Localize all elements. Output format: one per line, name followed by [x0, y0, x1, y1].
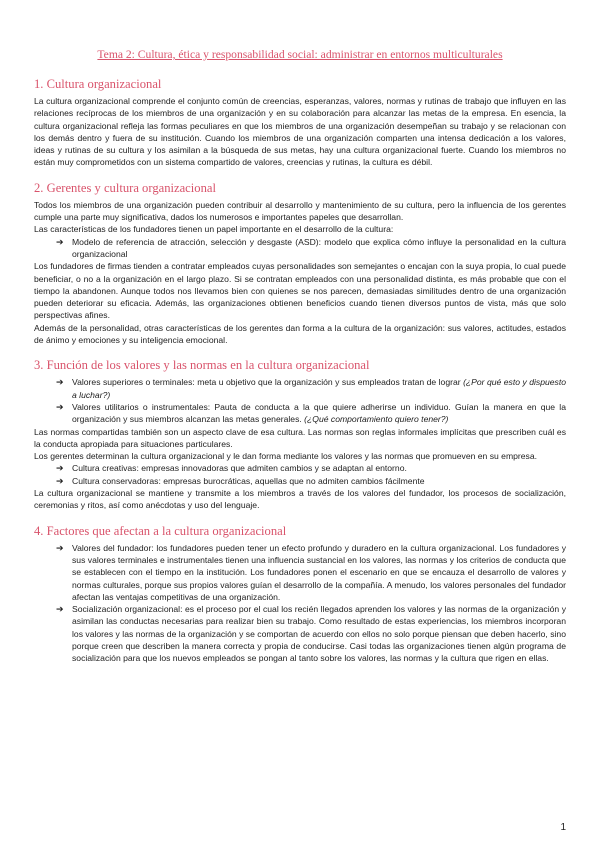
section-2-list	[34, 236, 566, 261]
question-note: (¿Por qué esto y dispuesto a luchar?)	[72, 377, 566, 400]
arrow-icon: ➔	[56, 401, 64, 412]
list-item: ➔ Cultura creativas: empresas innovadoras que admiten cambios y se adaptan al entorno.	[56, 463, 407, 474]
section-2-heading: 2. Gerentes y cultura organizacional	[34, 180, 216, 195]
section-3-heading: 3. Función de los valores y las normas en la cultura organizacional	[34, 358, 370, 373]
list-item: ➔ Cultura conservadoras: empresas burocráticas, aquellas que no admiten cambios fácilmente	[56, 475, 425, 486]
document-page	[34, 48, 566, 665]
arrow-icon: ➔	[56, 463, 64, 474]
section-4-heading: 4. Factores que afectan a la cultura organizacional	[34, 523, 287, 538]
section-2-paragraph-2: Las características de los fundadores tienen un papel importante en el desarrollo de la cultura:	[34, 224, 394, 235]
arrow-icon: ➔	[56, 377, 64, 388]
document-title: Tema 2: Cultura, ética y responsabilidad social: administrar en entornos multiculturales	[97, 48, 503, 61]
list-item: ➔ Modelo de referencia de atracción, selección y desgaste (ASD): modelo que explica cómo influye la personalidad en la cultura organizacional	[56, 236, 566, 259]
section-3-values-list	[34, 376, 566, 425]
list-item: ➔ Valores utilitarios o instrumentales: Pauta de conducta a la que quiere adherirse un individuo. Guían la manera en que la organización y sus miembros alcanzan las metas generales. (¿Qué comportamiento quiero tener?)	[56, 401, 566, 425]
page-number: 1	[560, 822, 566, 833]
arrow-icon: ➔	[56, 542, 64, 553]
section-3-paragraph-1: Las normas compartidas también son un aspecto clave de esa cultura. Las normas son reglas informales implícitas que prescriben cuál es la conducta apropiada para situaciones particulares.	[34, 426, 566, 449]
section-2-paragraph-3: Los fundadores de firmas tienden a contratar empleados cuyas personalidades son semejantes o encajan con la suya propia, lo cual puede beneficiar, o no a la organización en el largo plazo. Si se contratan empleados con una personalidad distinta, es más probable que con el tiempo la abandonen. Aunque todos nos llevamos bien con quienes se nos parecen, demasiadas similitudes dentro de una organización pueden deteriorar su eficacia. Además, las organizaciones obtienen beneficios cuando tienen diversos puntos de vista, más que solo perspectivas afines.	[34, 261, 566, 321]
section-1-paragraph: La cultura organizacional comprende el conjunto común de creencias, esperanzas, valores, normas y rutinas de trabajo que influyen en las relaciones recíprocas de los miembros de una organización y en su colaboración para alcanzar las metas de la empresa. En esencia, la cultura organizacional refleja las formas peculiares en que los miembros de una organización desempeñan su trabajo y se relacionan con los demás dentro y fuera de su institución. Cuando los miembros de una organización comparten una intensa dedicación a los valores, ideas y rutinas de su cultura y los asimilan a la búsqueda de sus metas, hay una cultura organizacional fuerte. Cuando los miembros no están muy comprometidos con un sistema compartido de valores, creencias y rutinas, la cultura es débil.	[34, 96, 566, 168]
section-3-paragraph-2: Los gerentes determinan la cultura organizacional y le dan forma mediante los valores y las normas que promueven en su empresa.	[34, 451, 538, 462]
arrow-icon: ➔	[56, 236, 64, 247]
section-1-heading: 1. Cultura organizacional	[34, 77, 162, 91]
question-note: (¿Qué comportamiento quiero tener?)	[304, 414, 449, 425]
list-item: ➔ Valores superiores o terminales: meta u objetivo que la organización y sus empleados tratan de lograr (¿Por qué esto y dispuesto a luchar?)	[56, 377, 566, 400]
list-item: ➔ Socialización organizacional: es el proceso por el cual los recién llegados aprenden los valores y las normas de la organización y asimilan las conductas necesarias para realizar bien su trabajo. Como resultado de estas experiencias, los miembros incorporan los valores y las normas de la organización y se comportan de acuerdo con ellos no solo porque piensan que deben hacerlo, sino porque creen que describen la manera correcta y propia de conducirse. Casi todas las organizaciones tienen algún programa de socialización para que los nuevos empleados se pongan al tanto sobre los valores, las normas y la cultura que rigen en ellas.	[56, 604, 566, 664]
section-2-paragraph-1: Todos los miembros de una organización pueden contribuir al desarrollo y mantenimiento de su cultura, pero la influencia de los gerentes cumple una parte muy significativa, dados los numerosos e importantes papeles que desarrollan.	[34, 199, 566, 223]
list-item: ➔ Valores del fundador: los fundadores pueden tener un efecto profundo y duradero en la cultura organizacional. Los fundadores y sus valores terminales e instrumentales tienen una influencia sustancial en los valores, las normas y los criterios de conducta que se establecen con el tiempo en la institución. Los fundadores ponen el escenario en que se encauza el desarrollo de valores y normas culturales, porque sus propios valores guían el desarrollo de la compañía. A menudo, los valores personales del fundador afectan las ventajas competitivas de una organización.	[56, 542, 566, 602]
section-2-paragraph-4: Además de la personalidad, otras características de los gerentes dan forma a la cultura de la organización: sus valores, actitudes, estados de ánimo y emociones y su inteligencia emocional.	[34, 322, 566, 346]
section-3-paragraph-3: La cultura organizacional se mantiene y transmite a los miembros a través de los valores del fundador, los procesos de socialización, ceremonias y ritos, así como anécdotas y uso del lenguaje.	[34, 488, 566, 511]
arrow-icon: ➔	[56, 475, 64, 486]
arrow-icon: ➔	[56, 604, 64, 615]
section-4-list	[34, 542, 566, 665]
section-3-culture-list	[34, 462, 566, 487]
